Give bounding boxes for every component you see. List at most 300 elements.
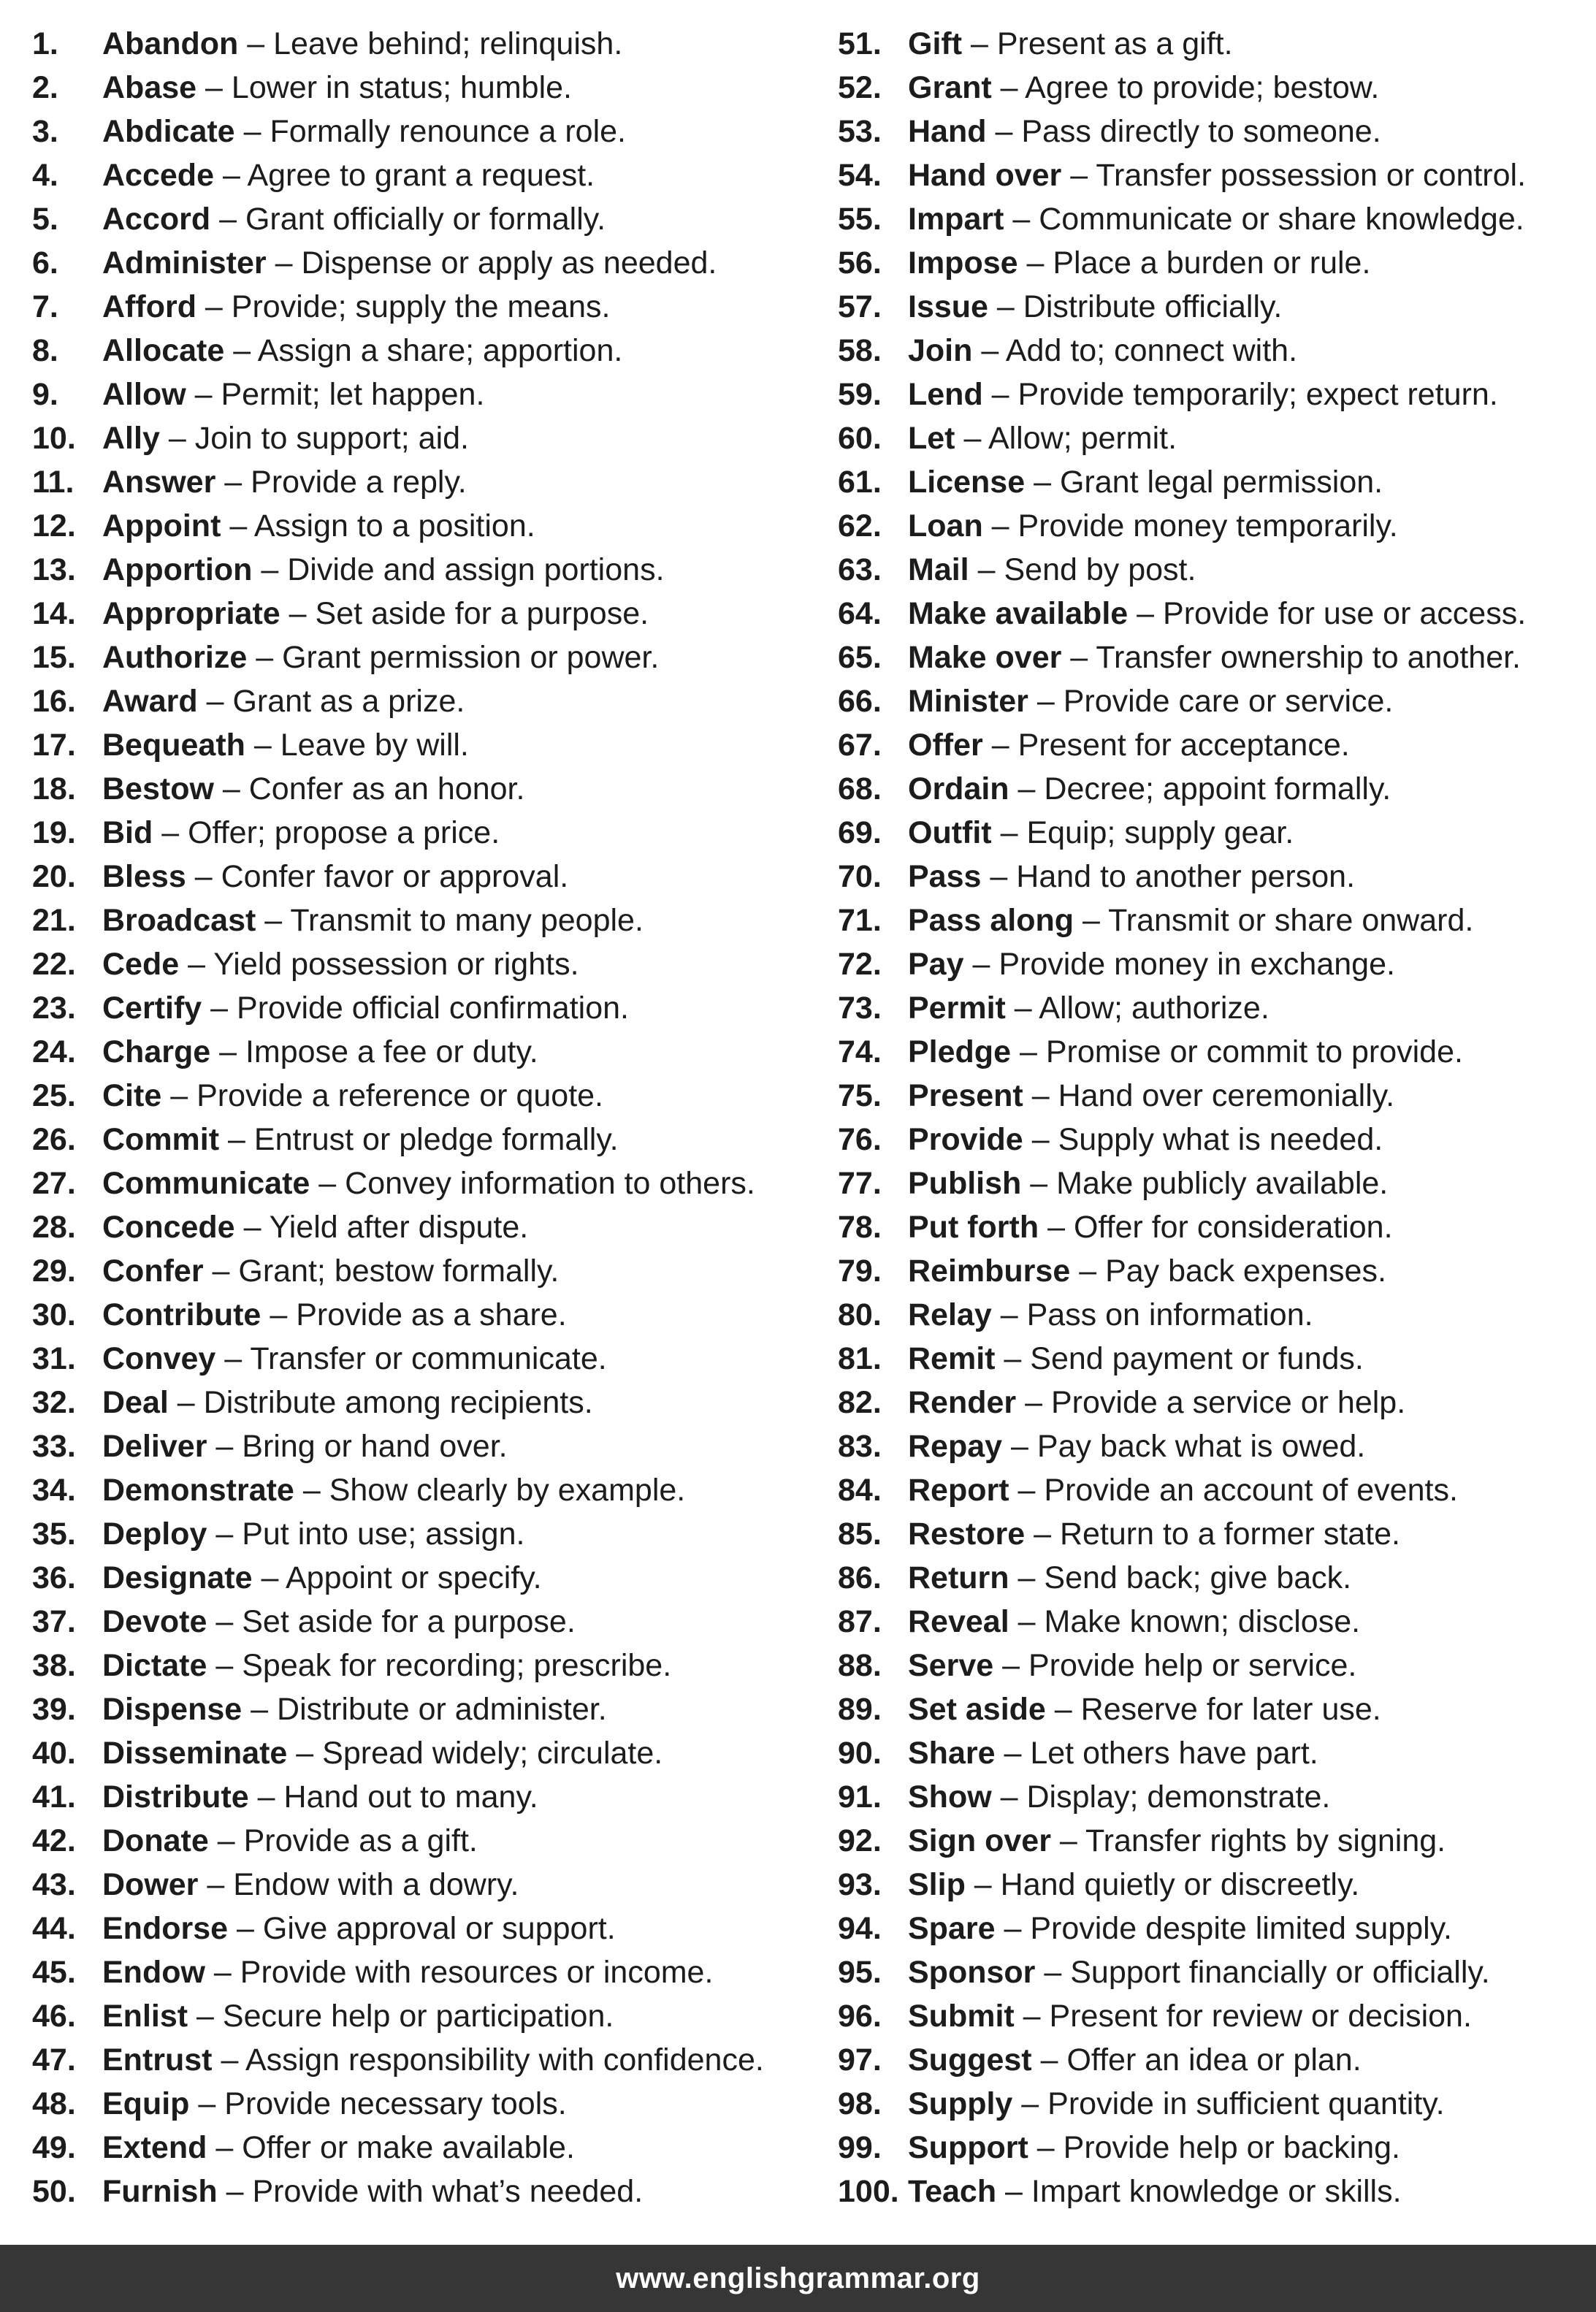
item-text (908, 504, 1398, 548)
list-item (32, 811, 821, 855)
item-word: Submit (908, 1999, 1015, 2034)
list-item (838, 241, 1583, 285)
item-number: 12. (32, 508, 76, 543)
item-number: 79. (838, 1254, 882, 1289)
item-text (908, 66, 1379, 110)
item-number: 69. (838, 815, 882, 850)
item-number: 47. (32, 2042, 76, 2078)
item-definition: Confer as an honor. (248, 771, 525, 806)
list-item (838, 1381, 1583, 1424)
list-item (32, 767, 821, 811)
item-definition: Pass directly to someone. (1021, 114, 1381, 149)
item-separator: – (213, 1955, 232, 1990)
item-text (102, 373, 484, 416)
item-separator: – (1082, 903, 1100, 938)
item-number: 93. (838, 1867, 882, 1902)
item-separator: – (1012, 202, 1031, 237)
item-definition: Reserve for later use. (1080, 1692, 1381, 1727)
item-number: 48. (32, 2086, 76, 2121)
item-word: Spare (908, 1911, 996, 1946)
item-word: Charge (102, 1034, 211, 1069)
item-definition: Provide as a gift. (243, 1823, 478, 1858)
item-word: Support (908, 2130, 1028, 2165)
list-item (32, 1775, 821, 1819)
item-word: Convey (102, 1341, 216, 1376)
list-item (32, 1074, 821, 1118)
item-definition: Provide help or service. (1028, 1648, 1357, 1683)
item-text (102, 986, 629, 1030)
item-number: 52. (838, 70, 882, 105)
item-number: 33. (32, 1429, 76, 1464)
item-definition: Formally renounce a role. (270, 114, 626, 149)
item-number: 7. (32, 289, 58, 324)
item-text (102, 899, 644, 942)
list-item (838, 679, 1583, 723)
item-separator: – (991, 728, 1009, 763)
item-word: Pay (908, 947, 964, 982)
list-item (32, 1381, 821, 1424)
item-definition: Impart knowledge or skills. (1031, 2174, 1402, 2209)
item-number: 94. (838, 1911, 882, 1946)
item-separator: – (1031, 1122, 1050, 1157)
item-text (908, 329, 1297, 373)
item-number: 6. (32, 245, 58, 281)
item-text (908, 1293, 1313, 1337)
item-text (908, 723, 1350, 767)
item-separator: – (264, 903, 283, 938)
list-item (838, 942, 1583, 986)
item-word: Endow (102, 1955, 205, 1990)
item-word: Loan (908, 508, 983, 543)
item-separator: – (1021, 2086, 1039, 2121)
list-item (32, 855, 821, 899)
item-separator: – (1047, 1210, 1065, 1245)
item-separator: – (228, 1122, 245, 1157)
item-text (908, 1731, 1318, 1775)
list-item (32, 1731, 821, 1775)
item-number: 67. (838, 728, 882, 763)
item-definition: Provide despite limited supply. (1030, 1911, 1452, 1946)
item-definition: Provide an account of events. (1044, 1473, 1458, 1508)
item-separator: – (296, 1736, 314, 1771)
item-text (908, 1205, 1393, 1249)
item-separator: – (1034, 465, 1052, 500)
item-definition: Make known; disclose. (1044, 1604, 1361, 1639)
item-number: 86. (838, 1560, 882, 1595)
item-text (908, 373, 1498, 416)
item-word: Answer (102, 465, 216, 500)
item-text (102, 1118, 619, 1161)
item-definition: Send by post. (1004, 552, 1196, 587)
item-number: 36. (32, 1560, 76, 1595)
list-item (32, 1863, 821, 1907)
item-word: Reveal (908, 1604, 1009, 1639)
item-text (908, 548, 1196, 592)
item-definition: Provide money in exchange. (999, 947, 1395, 982)
item-word: Deliver (102, 1429, 207, 1464)
list-item (32, 1249, 821, 1293)
item-text (102, 22, 622, 66)
item-number: 35. (32, 1516, 76, 1552)
item-separator: – (1054, 1692, 1072, 1727)
item-word: Distribute (102, 1779, 249, 1815)
item-number: 10. (32, 421, 76, 456)
item-word: Provide (908, 1122, 1023, 1157)
item-text (102, 66, 572, 110)
item-word: Pledge (908, 1034, 1011, 1069)
item-text (102, 1950, 713, 1994)
item-number: 3. (32, 114, 58, 149)
item-text (102, 241, 717, 285)
item-separator: – (205, 70, 223, 105)
item-definition: Offer or make available. (242, 2130, 575, 2165)
item-word: Put forth (908, 1210, 1039, 1245)
item-definition: Make publicly available. (1056, 1166, 1389, 1201)
item-separator: – (215, 1429, 234, 1464)
item-text (102, 942, 579, 986)
item-separator: – (1070, 640, 1088, 675)
item-separator: – (1005, 2174, 1023, 2209)
item-separator: – (215, 1604, 234, 1639)
list-item (32, 986, 821, 1030)
item-word: Show (908, 1779, 992, 1815)
item-definition: Display; demonstrate. (1026, 1779, 1331, 1815)
item-text (908, 1600, 1360, 1644)
item-separator: – (229, 508, 248, 543)
list-item (838, 636, 1583, 679)
item-separator: – (977, 552, 996, 587)
item-number: 38. (32, 1648, 76, 1683)
item-separator: – (1000, 1297, 1018, 1332)
item-definition: Let others have part. (1030, 1736, 1318, 1771)
list-item (838, 1337, 1583, 1381)
item-word: Demonstrate (102, 1473, 294, 1508)
item-definition: Equip; supply gear. (1026, 815, 1294, 850)
item-text (908, 285, 1282, 329)
item-text (908, 1118, 1383, 1161)
item-word: Present (908, 1078, 1023, 1113)
item-separator: – (1059, 1823, 1077, 1858)
item-separator: – (996, 289, 1015, 324)
list-item (32, 1161, 821, 1205)
item-number: 51. (838, 26, 882, 61)
item-definition: Divide and assign portions. (287, 552, 665, 587)
item-word: Bid (102, 815, 153, 850)
item-word: Relay (908, 1297, 992, 1332)
list-item (32, 548, 821, 592)
item-word: Restore (908, 1516, 1026, 1552)
list-item (838, 1074, 1583, 1118)
item-definition: Show clearly by example. (329, 1473, 686, 1508)
item-separator: – (210, 991, 229, 1026)
item-word: Cite (102, 1078, 162, 1113)
item-word: Gift (908, 26, 963, 61)
item-number: 80. (838, 1297, 882, 1332)
item-word: Minister (908, 684, 1028, 719)
footer-website-link[interactable]: www.englishgrammar.org (616, 2262, 980, 2294)
item-number: 37. (32, 1604, 76, 1639)
item-text (102, 285, 610, 329)
list-item (32, 197, 821, 241)
item-number: 88. (838, 1648, 882, 1683)
item-definition: Yield possession or rights. (213, 947, 579, 982)
item-text (908, 1424, 1365, 1468)
item-number: 21. (32, 903, 76, 938)
item-number: 76. (838, 1122, 882, 1157)
item-text (908, 1775, 1330, 1819)
item-text (908, 1907, 1452, 1950)
item-number: 58. (838, 333, 882, 368)
item-word: Apportion (102, 552, 253, 587)
item-definition: Grant legal permission. (1059, 465, 1383, 500)
item-text (908, 1556, 1351, 1600)
list-item (32, 110, 821, 153)
item-number: 64. (838, 596, 882, 631)
item-word: Afford (102, 289, 196, 324)
list-item (838, 460, 1583, 504)
item-word: Suggest (908, 2042, 1032, 2078)
item-word: Supply (908, 2086, 1013, 2121)
list-item (32, 899, 821, 942)
item-text (908, 679, 1393, 723)
item-text (102, 636, 659, 679)
item-separator: – (981, 333, 999, 368)
item-word: Deal (102, 1385, 169, 1420)
item-number: 28. (32, 1210, 76, 1245)
item-text (102, 1731, 663, 1775)
item-number: 44. (32, 1911, 76, 1946)
item-text (908, 636, 1521, 679)
item-definition: Distribute or administer. (277, 1692, 607, 1727)
item-number: 78. (838, 1210, 882, 1245)
item-word: Contribute (102, 1297, 261, 1332)
item-word: License (908, 465, 1026, 500)
item-number: 24. (32, 1034, 76, 1069)
list-item (32, 1687, 821, 1731)
list-item (838, 416, 1583, 460)
item-number: 23. (32, 991, 76, 1026)
list-item (32, 1556, 821, 1600)
item-number: 54. (838, 158, 882, 193)
item-text (102, 2126, 575, 2170)
item-text (102, 679, 465, 723)
item-definition: Impose a fee or duty. (245, 1034, 538, 1069)
list-item (838, 22, 1583, 66)
item-separator: – (1000, 1779, 1018, 1815)
item-text (908, 811, 1294, 855)
item-text (908, 942, 1395, 986)
item-separator: – (1019, 1034, 1037, 1069)
item-number: 63. (838, 552, 882, 587)
list-item (32, 679, 821, 723)
item-definition: Give approval or support. (262, 1911, 616, 1946)
item-text (102, 2038, 764, 2082)
item-text (102, 1161, 755, 1205)
item-word: Teach (908, 2174, 997, 2209)
list-item (32, 2170, 821, 2213)
item-definition: Provide temporarily; expect return. (1017, 377, 1498, 412)
list-item (838, 329, 1583, 373)
list-item (838, 1950, 1583, 1994)
item-text (102, 1775, 538, 1819)
item-number: 32. (32, 1385, 76, 1420)
item-separator: – (253, 728, 272, 763)
item-number: 9. (32, 377, 58, 412)
item-separator: – (990, 859, 1008, 894)
list-item (838, 2170, 1583, 2213)
item-number: 29. (32, 1254, 76, 1289)
item-text (908, 986, 1269, 1030)
item-word: Allow (102, 377, 186, 412)
item-separator: – (270, 1297, 288, 1332)
list-item (838, 1249, 1583, 1293)
item-separator: – (219, 202, 237, 237)
item-text (102, 1907, 616, 1950)
list-item (32, 1293, 821, 1337)
item-word: Publish (908, 1166, 1022, 1201)
item-definition: Provide help or backing. (1063, 2130, 1400, 2165)
item-separator: – (1000, 70, 1018, 105)
item-separator: – (1026, 245, 1045, 281)
item-word: Outfit (908, 815, 992, 850)
item-definition: Spread widely; circulate. (322, 1736, 663, 1771)
item-number: 68. (838, 771, 882, 806)
item-word: Impose (908, 245, 1018, 281)
item-definition: Offer an idea or plan. (1066, 2042, 1362, 2078)
item-separator: – (170, 1078, 188, 1113)
item-definition: Transfer or communicate. (250, 1341, 607, 1376)
item-number: 66. (838, 684, 882, 719)
item-definition: Promise or commit to provide. (1045, 1034, 1463, 1069)
item-number: 20. (32, 859, 76, 894)
item-separator: – (237, 1911, 254, 1946)
item-word: Make over (908, 640, 1062, 675)
item-definition: Confer favor or approval. (221, 859, 569, 894)
item-text (102, 153, 595, 197)
item-text (102, 811, 500, 855)
item-number: 75. (838, 1078, 882, 1113)
word-list-column-right (838, 22, 1583, 2213)
item-text (908, 2038, 1362, 2082)
item-separator: – (991, 377, 1009, 412)
item-text (102, 1337, 607, 1381)
item-word: Remit (908, 1341, 996, 1376)
item-text (102, 1074, 603, 1118)
item-separator: – (212, 1254, 230, 1289)
item-word: Sponsor (908, 1955, 1036, 1990)
item-text (908, 153, 1526, 197)
item-separator: – (215, 2130, 234, 2165)
item-number: 62. (838, 508, 882, 543)
item-definition: Distribute among recipients. (203, 1385, 593, 1420)
item-definition: Bring or hand over. (242, 1429, 508, 1464)
item-separator: – (1025, 1385, 1043, 1420)
item-number: 5. (32, 202, 58, 237)
item-word: Accord (102, 202, 211, 237)
item-word: Devote (102, 1604, 207, 1639)
item-definition: Pay back what is owed. (1036, 1429, 1366, 1464)
item-definition: Supply what is needed. (1058, 1122, 1383, 1157)
item-word: Administer (102, 245, 267, 281)
list-item (838, 855, 1583, 899)
item-separator: – (1004, 1911, 1022, 1946)
item-separator: – (1004, 1736, 1022, 1771)
item-separator: – (217, 1823, 235, 1858)
item-separator: – (233, 333, 251, 368)
list-item (838, 1468, 1583, 1512)
list-item (838, 66, 1583, 110)
item-number: 61. (838, 465, 882, 500)
item-separator: – (1036, 2130, 1055, 2165)
item-number: 56. (838, 245, 882, 281)
item-separator: – (971, 26, 988, 61)
item-definition: Offer; propose a price. (188, 815, 500, 850)
item-separator: – (1070, 158, 1088, 193)
item-separator: – (222, 158, 240, 193)
item-separator: – (205, 289, 223, 324)
item-separator: – (1040, 2042, 1058, 2078)
item-number: 91. (838, 1779, 882, 1815)
item-text (908, 416, 1177, 460)
item-text (102, 1600, 576, 1644)
item-word: Set aside (908, 1692, 1046, 1727)
item-separator: – (215, 1648, 234, 1683)
item-number: 57. (838, 289, 882, 324)
list-item (32, 1030, 821, 1074)
item-text (908, 22, 1233, 66)
item-word: Dictate (102, 1648, 207, 1683)
item-text (908, 1030, 1463, 1074)
item-text (908, 1644, 1356, 1687)
item-text (102, 1249, 559, 1293)
item-word: Issue (908, 289, 988, 324)
item-text (102, 1994, 614, 2038)
item-definition: Provide for use or access. (1163, 596, 1527, 631)
item-definition: Grant as a prize. (232, 684, 465, 719)
item-separator: – (243, 1210, 261, 1245)
item-separator: – (219, 1034, 237, 1069)
item-number: 98. (838, 2086, 882, 2121)
item-number: 1. (32, 26, 58, 61)
item-definition: Provide official confirmation. (237, 991, 629, 1026)
item-separator: – (963, 421, 982, 456)
item-number: 55. (838, 202, 882, 237)
list-item (32, 1600, 821, 1644)
list-item (32, 636, 821, 679)
item-text (908, 1863, 1359, 1907)
item-separator: – (226, 2174, 244, 2209)
item-definition: Decree; appoint formally. (1044, 771, 1391, 806)
item-definition: Present as a gift. (996, 26, 1233, 61)
list-item (32, 373, 821, 416)
list-item (32, 285, 821, 329)
item-definition: Provide in sufficient quantity. (1047, 2086, 1445, 2121)
list-item (838, 1775, 1583, 1819)
item-definition: Assign to a position. (253, 508, 535, 543)
item-number: 27. (32, 1166, 76, 1201)
list-item (32, 2038, 821, 2082)
item-separator: – (177, 1385, 195, 1420)
item-separator: – (1031, 1078, 1050, 1113)
item-separator: – (1034, 1516, 1051, 1552)
item-definition: Pass on information. (1026, 1297, 1313, 1332)
list-item (32, 723, 821, 767)
list-item (32, 66, 821, 110)
item-number: 60. (838, 421, 882, 456)
item-text (102, 1205, 528, 1249)
item-text (908, 1161, 1388, 1205)
list-item (32, 1994, 821, 2038)
